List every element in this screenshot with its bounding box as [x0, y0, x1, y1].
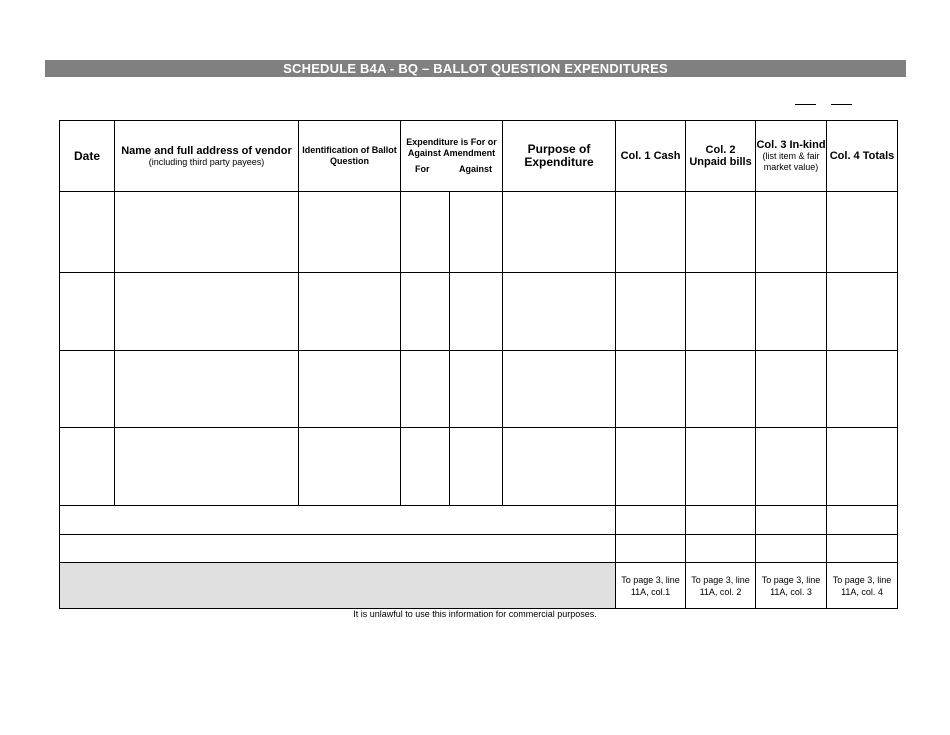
- header-row: [60, 121, 898, 192]
- against-cell[interactable]: [450, 273, 503, 351]
- identification-cell[interactable]: [299, 273, 401, 351]
- purpose-cell[interactable]: [503, 273, 616, 351]
- identification-cell[interactable]: [299, 351, 401, 428]
- subtotal-cash-cell[interactable]: [616, 535, 686, 563]
- subtotal-row: [60, 535, 898, 563]
- table-row: [60, 273, 898, 351]
- purpose-cell[interactable]: [503, 351, 616, 428]
- table-row: [60, 351, 898, 428]
- subtotal-label-cell[interactable]: [60, 506, 616, 535]
- against-cell[interactable]: [450, 351, 503, 428]
- subtotal-total-cell[interactable]: [827, 506, 898, 535]
- totals-note-col2: To page 3, line 11A, col. 2: [686, 563, 756, 609]
- vendor-cell[interactable]: [115, 351, 299, 428]
- page-number-blank[interactable]: [795, 104, 816, 105]
- for-cell[interactable]: [401, 428, 450, 506]
- page-total-blank[interactable]: [831, 104, 852, 105]
- date-cell[interactable]: [60, 273, 115, 351]
- col1-header: Col. 1 Cash: [616, 121, 686, 192]
- vendor-header-label: Name and full address of vendor: [121, 144, 292, 157]
- col3-header: [756, 121, 827, 192]
- subtotal-row: [60, 506, 898, 535]
- cash-cell[interactable]: [616, 428, 686, 506]
- purpose-cell[interactable]: [503, 192, 616, 273]
- subtotal-unpaid-cell[interactable]: [686, 506, 756, 535]
- col3-header-sub: (list item & fair market value): [762, 151, 820, 172]
- for-cell[interactable]: [401, 351, 450, 428]
- vendor-header-sub: (including third party payees): [148, 156, 265, 167]
- inkind-cell[interactable]: [756, 273, 827, 351]
- purpose-header: Purpose of Expenditure: [503, 121, 616, 192]
- against-cell[interactable]: [450, 428, 503, 506]
- for-header: For: [415, 164, 430, 174]
- inkind-cell[interactable]: [756, 428, 827, 506]
- totals-shaded-cell: [60, 563, 616, 609]
- total-cell[interactable]: [827, 192, 898, 273]
- totals-note-col3: To page 3, line 11A, col. 3: [756, 563, 827, 609]
- vendor-cell[interactable]: [115, 428, 299, 506]
- identification-cell[interactable]: [299, 428, 401, 506]
- date-cell[interactable]: [60, 192, 115, 273]
- subtotal-cash-cell[interactable]: [616, 506, 686, 535]
- total-cell[interactable]: [827, 428, 898, 506]
- unpaid-cell[interactable]: [686, 428, 756, 506]
- total-cell[interactable]: [827, 273, 898, 351]
- expenditure-header-label: Expenditure is For or Against Amendment: [406, 137, 497, 158]
- vendor-cell[interactable]: [115, 273, 299, 351]
- against-cell[interactable]: [450, 192, 503, 273]
- col3-header-label: Col. 3 In-kind: [756, 139, 826, 151]
- cash-cell[interactable]: [616, 273, 686, 351]
- expenditure-header: [401, 121, 503, 192]
- inkind-cell[interactable]: [756, 351, 827, 428]
- expenditures-table: [59, 120, 898, 609]
- subtotal-total-cell[interactable]: [827, 535, 898, 563]
- table-row: [60, 428, 898, 506]
- against-header: Against: [459, 164, 493, 174]
- subtotal-inkind-cell[interactable]: [756, 535, 827, 563]
- cash-cell[interactable]: [616, 192, 686, 273]
- vendor-cell[interactable]: [115, 192, 299, 273]
- subtotal-inkind-cell[interactable]: [756, 506, 827, 535]
- identification-cell[interactable]: [299, 192, 401, 273]
- subtotal-unpaid-cell[interactable]: [686, 535, 756, 563]
- schedule-title: SCHEDULE B4A - BQ – BALLOT QUESTION EXPENDITURES: [45, 60, 906, 77]
- subtotal-label-cell[interactable]: [60, 535, 616, 563]
- unpaid-cell[interactable]: [686, 192, 756, 273]
- total-cell[interactable]: [827, 351, 898, 428]
- totals-note-col4: To page 3, line 11A, col. 4: [827, 563, 898, 609]
- vendor-header: [115, 121, 299, 192]
- totals-note-col1: To page 3, line 11A, col.1: [616, 563, 686, 609]
- purpose-cell[interactable]: [503, 428, 616, 506]
- table-row: [60, 192, 898, 273]
- for-cell[interactable]: [401, 273, 450, 351]
- unpaid-cell[interactable]: [686, 351, 756, 428]
- for-cell[interactable]: [401, 192, 450, 273]
- unpaid-cell[interactable]: [686, 273, 756, 351]
- date-cell[interactable]: [60, 428, 115, 506]
- inkind-cell[interactable]: [756, 192, 827, 273]
- date-header: Date: [60, 121, 115, 192]
- col2-header: Col. 2 Unpaid bills: [686, 121, 756, 192]
- col4-header: Col. 4 Totals: [827, 121, 898, 192]
- footer-disclaimer: It is unlawful to use this information for commercial purposes.: [353, 609, 597, 619]
- cash-cell[interactable]: [616, 351, 686, 428]
- identification-header: Identification of Ballot Question: [299, 121, 401, 192]
- date-cell[interactable]: [60, 351, 115, 428]
- totals-row: [60, 563, 898, 609]
